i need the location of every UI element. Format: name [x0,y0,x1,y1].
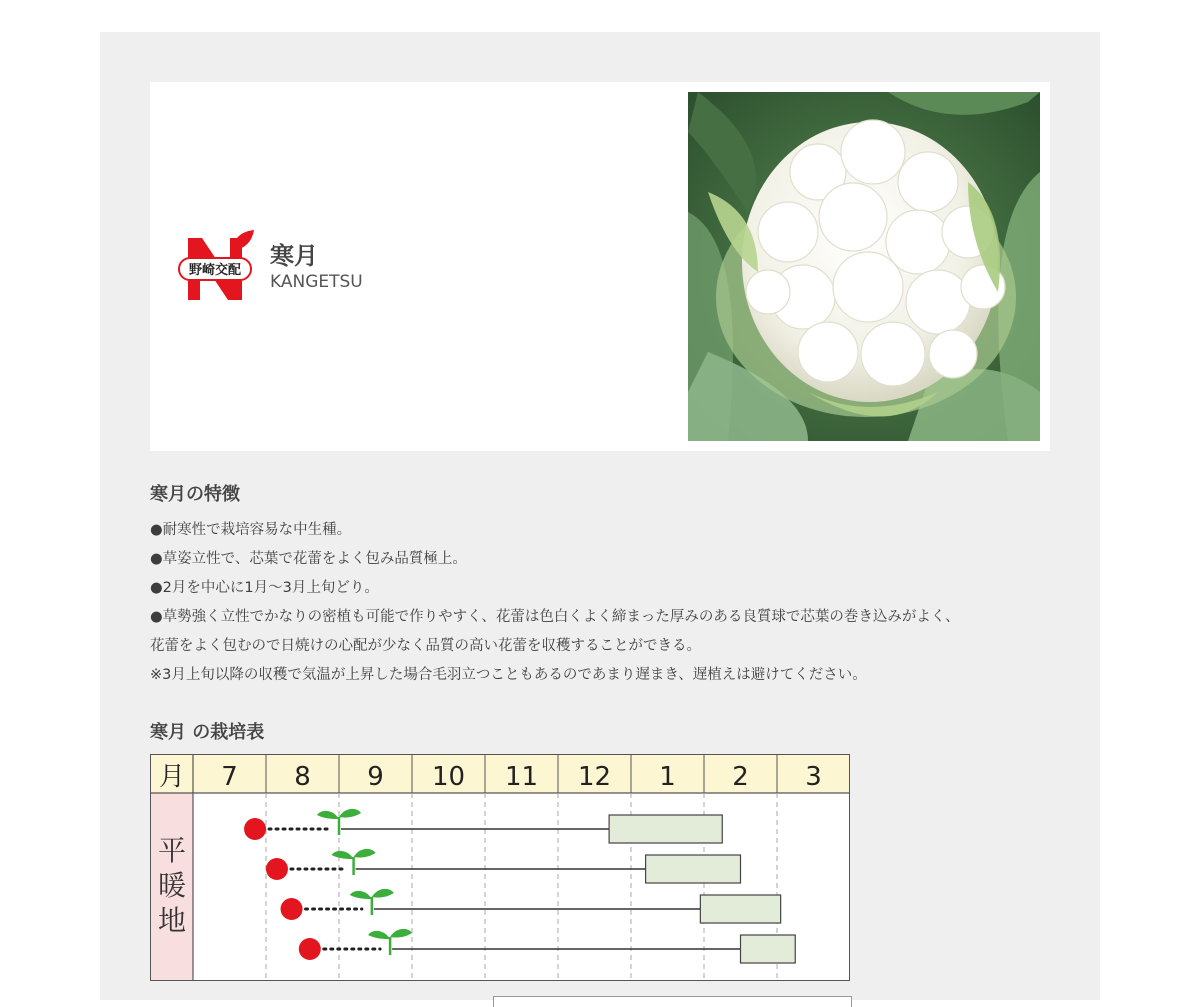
month-label: 3 [805,762,822,792]
region-label-char: 暖 [157,869,187,902]
feature-note: ※3月上旬以降の収穫で気温が上昇した場合毛羽立つこともあるのであまり遅まき、遅植えは避けてください。 [150,667,867,683]
month-label: 12 [577,762,612,792]
planting-sprout-icon [350,889,394,915]
harvest-period [741,935,796,963]
sowing-marker [244,818,266,840]
sowing-marker [299,938,321,960]
sowing-marker [266,858,288,880]
harvest-period [700,895,780,923]
sowing-marker [281,898,303,920]
month-label: 2 [732,762,749,792]
logo-text: 野崎交配 [188,263,242,278]
features-heading: 寒月の特徴 [150,484,240,505]
cultivation-schedule-table [150,754,850,981]
nozaki-logo [178,228,256,306]
harvest-period [609,815,722,843]
cauliflower-photo [688,92,1040,441]
legend-box [493,996,852,1007]
features-list [150,516,1070,690]
month-label: 9 [367,762,384,792]
month-label: 1 [659,762,676,792]
product-hero [150,82,1050,451]
month-label: 8 [294,762,311,792]
region-label-char: 地 [157,904,187,937]
schedule-heading: 寒月 の栽培表 [150,722,265,743]
product-name-jp: 寒月 [270,242,318,270]
feature-line: ●2月を中心に1月〜3月上旬どり。 [150,580,379,596]
content-panel [100,32,1100,1000]
region-label-char: 平 [157,834,187,867]
product-name-en: KANGETSU [270,272,363,292]
month-header-label: 月 [158,762,186,792]
month-label: 7 [221,762,238,792]
month-label: 10 [431,762,466,792]
feature-line: ●耐寒性で栽培容易な中生種。 [150,522,352,538]
harvest-period [646,855,741,883]
planting-sprout-icon [368,929,412,955]
feature-line: ●草姿立性で、芯葉で花蕾をよく包み品質極上。 [150,551,467,567]
feature-line: ●草勢強く立性でかなりの密植も可能で作りやすく、花蕾は色白くよく締まった厚みのある良質球で芯葉の巻き込みがよく、 [150,609,960,625]
month-label: 11 [504,762,539,792]
feature-line: 花蕾をよく包むので日焼けの心配が少なく品質の高い花蕾を収穫することができる。 [150,638,701,654]
planting-sprout-icon [332,849,376,875]
